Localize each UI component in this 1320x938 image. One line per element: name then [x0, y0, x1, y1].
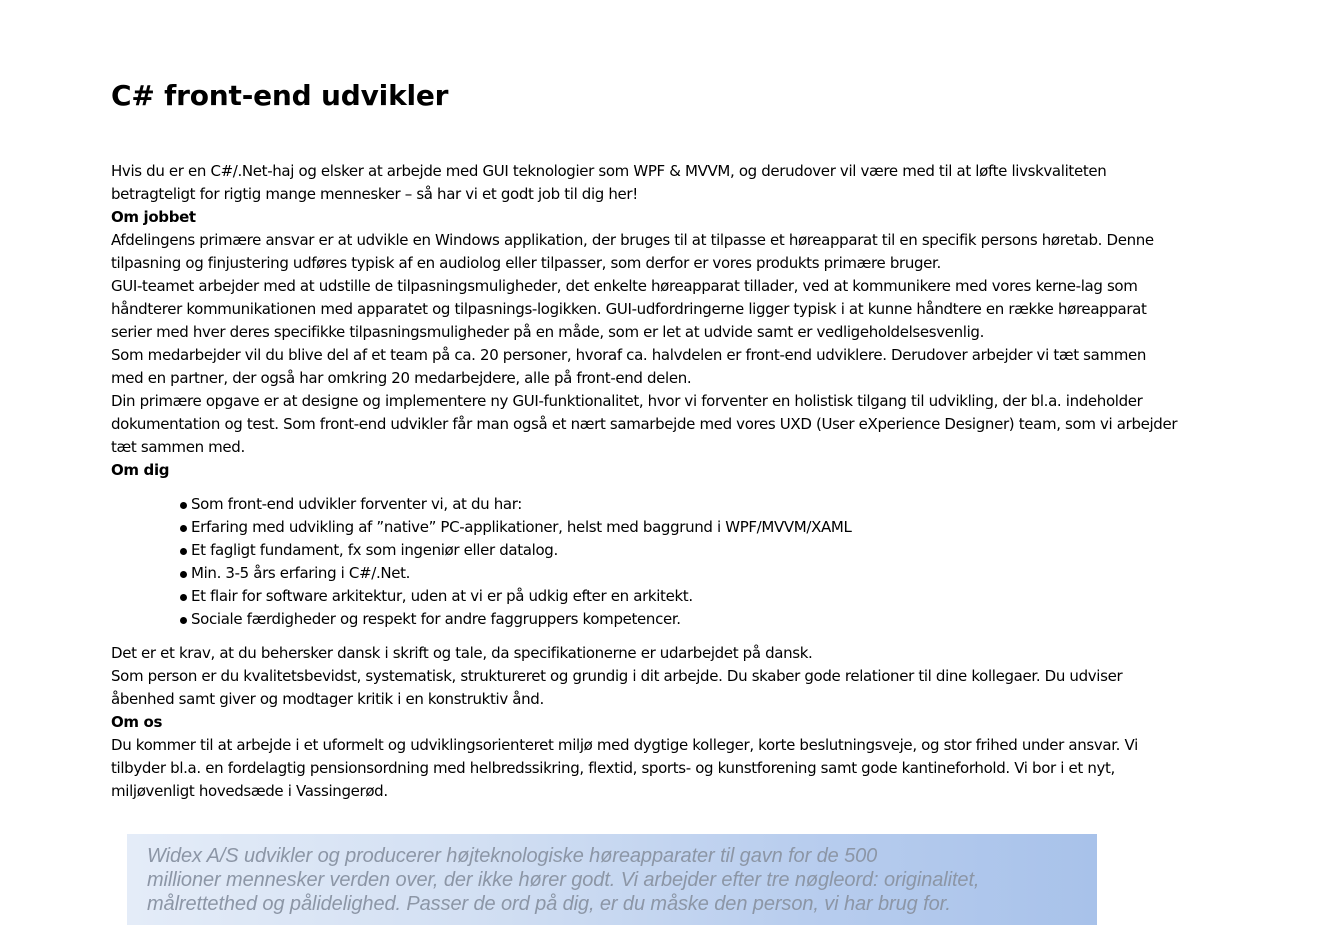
list-item-text: Et fagligt fundament, fx som ingeniør eller datalog. — [191, 541, 558, 559]
section-heading-om-jobbet: Om jobbet — [111, 208, 196, 226]
banner-text — [147, 844, 1077, 916]
list-item — [179, 493, 1181, 516]
intro-paragraph: Hvis du er en C#/.Net-haj og elsker at arbejde med GUI teknologier som WPF & MVVM, og derudover vil være med til at løfte livskvaliteten betragteligt for rigtig mange mennesker – så har vi et godt job til dig her! — [111, 162, 1107, 203]
bullet-icon — [180, 571, 187, 578]
list-item-text: Sociale færdigheder og respekt for andre faggruppers kompetencer. — [191, 610, 681, 628]
om-jobbet-paragraph: Som medarbejder vil du blive del af et team på ca. 20 personer, hvoraf ca. halvdelen er front-end udviklere. Derudover arbejder vi tæt sammen med en partner, der også har omkring 20 medarbejdere, alle på front-end delen. — [111, 346, 1147, 387]
bullet-icon — [180, 617, 187, 624]
om-os-paragraph: Du kommer til at arbejde i et uformelt og udviklingsorienteret miljø med dygtige kolleger, korte beslutningsveje, og stor frihed under ansvar. Vi tilbyder bl.a. en fordelagtig pensionsordning med helbredssikring, flextid, sports- og kunstforening samt gode kantineforhold. Vi bor i et nyt, miljøvenligt hovedsæde i Vassingerød. — [111, 736, 1138, 800]
list-item-text: Som front-end udvikler forventer vi, at du har: — [191, 495, 522, 513]
list-item — [179, 608, 1181, 631]
om-jobbet-paragraph: Din primære opgave er at designe og implementere ny GUI-funktionalitet, hvor vi forventer en holistisk tilgang til udvikling, der bl.a. indeholder dokumentation og test. Som front-end udvikler får man også et nært samarbejde med vores UXD (User eXperience Designer) team, som vi arbejder tæt sammen med. — [111, 392, 1178, 456]
list-item — [179, 585, 1181, 608]
banner-line: målrettethed og pålidelighed. Passer de ord på dig, er du måske den person, vi har brug for. — [147, 893, 951, 915]
om-dig-paragraph: Det er et krav, at du behersker dansk i skrift og tale, da specifikationerne er udarbejdet på dansk. — [111, 644, 813, 662]
banner-line: Widex A/S udvikler og producerer højteknologiske høreapparater til gavn for de 500 — [147, 845, 878, 867]
bullet-icon — [180, 548, 187, 555]
list-item — [179, 539, 1181, 562]
page-title: C# front-end udvikler — [111, 79, 449, 112]
list-item — [179, 516, 1181, 539]
list-item-text: Et flair for software arkitektur, uden at vi er på udkig efter en arkitekt. — [191, 587, 693, 605]
posting-body — [111, 160, 1181, 803]
list-item-text: Erfaring med udvikling af ”native” PC-applikationer, helst med baggrund i WPF/MVVM/XAML — [191, 518, 852, 536]
bullet-icon — [180, 594, 187, 601]
requirements-list — [111, 493, 1181, 631]
banner-line: millioner mennesker verden over, der ikke hører godt. Vi arbejder efter tre nøgleord: originalitet, — [147, 869, 980, 891]
company-banner — [127, 834, 1097, 925]
section-heading-om-os: Om os — [111, 713, 163, 731]
om-jobbet-paragraph: GUI-teamet arbejder med at udstille de tilpasningsmuligheder, det enkelte høreapparat tillader, ved at kommunikere med vores kerne-lag som håndterer kommunikationen med apparatet og tilpasnings-logikken. GUI-udfordringerne ligger typisk i at kunne håndtere en række høreapparat serier med hver deres specifikke tilpasningsmuligheder på en måde, som er let at udvide samt er vedligeholdelsesvenlig. — [111, 277, 1147, 341]
om-dig-paragraph: Som person er du kvalitetsbevidst, systematisk, struktureret og grundig i dit arbejde. Du skaber gode relationer til dine kollegaer. Du udviser åbenhed samt giver og modtager kritik i en konstruktiv ånd. — [111, 667, 1123, 708]
om-jobbet-paragraph: Afdelingens primære ansvar er at udvikle en Windows applikation, der bruges til at tilpasse et høreapparat til en specifik persons høretab. Denne tilpasning og finjustering udføres typisk af en audiolog eller tilpasser, som derfor er vores produkts primære bruger. — [111, 231, 1154, 272]
list-item-text: Min. 3-5 års erfaring i C#/.Net. — [191, 564, 411, 582]
bullet-icon — [180, 525, 187, 532]
bullet-icon — [180, 502, 187, 509]
list-item — [179, 562, 1181, 585]
section-heading-om-dig: Om dig — [111, 461, 170, 479]
